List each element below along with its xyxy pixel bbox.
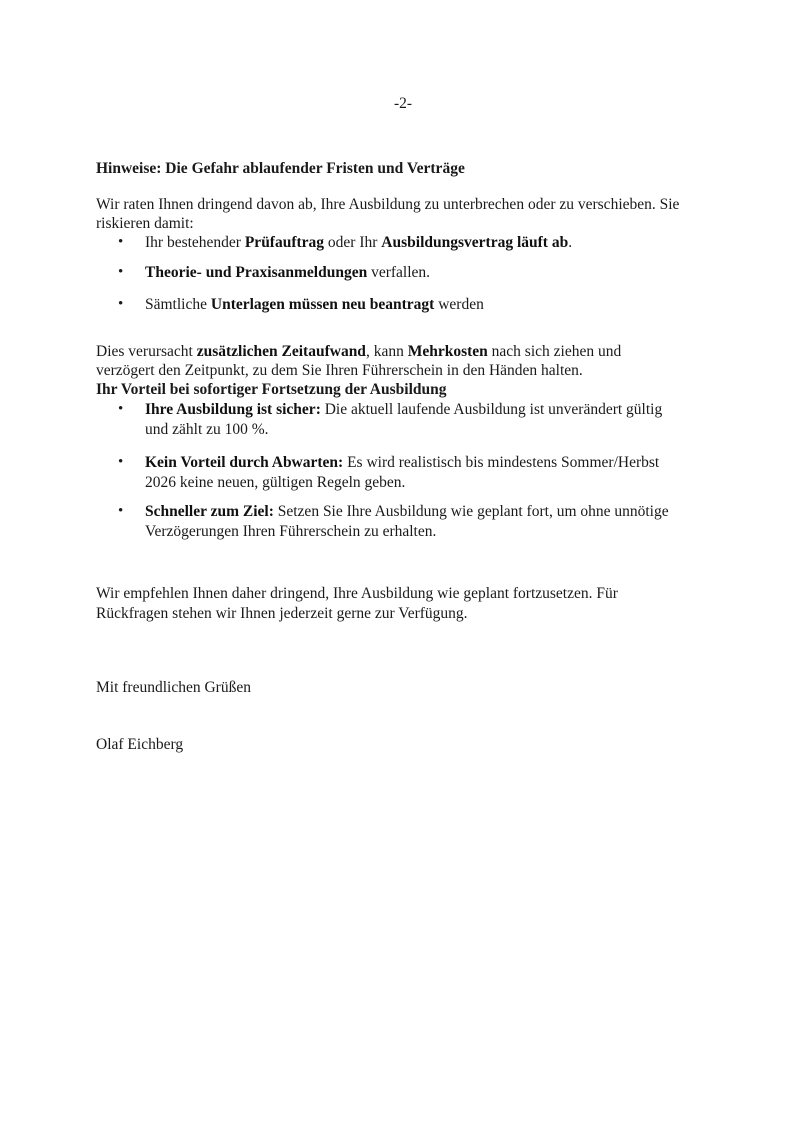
bold-run: Prüfauftrag bbox=[244, 234, 325, 251]
bullet-icon: • bbox=[118, 296, 124, 312]
list-item bbox=[0, 502, 806, 542]
bold-run: Unterlagen müssen neu beantragt bbox=[210, 296, 435, 313]
bullet-text-line-1 bbox=[145, 453, 659, 473]
list-item bbox=[0, 453, 806, 493]
text-run: Es wird realistisch bis mindestens Sommer/Herbst bbox=[343, 454, 660, 471]
text-run: nach sich ziehen und bbox=[487, 343, 622, 360]
intro-paragraph-line-2: riskieren damit: bbox=[96, 215, 194, 232]
bullet-icon: • bbox=[118, 234, 124, 250]
bold-run: Mehrkosten bbox=[407, 343, 488, 360]
bullet-text bbox=[145, 263, 430, 283]
bold-run: zusätzlichen Zeitaufwand bbox=[196, 343, 366, 360]
text-run: Sämtliche bbox=[145, 296, 211, 313]
bullet-text-line-1 bbox=[145, 400, 662, 420]
text-run: Die aktuell laufende Ausbildung ist unverändert gültig bbox=[320, 401, 663, 418]
bullet-text-line-2: und zählt zu 100 %. bbox=[145, 421, 269, 438]
list-item bbox=[0, 263, 806, 283]
list-item bbox=[0, 233, 806, 253]
text-run: Ihr bestehender bbox=[145, 234, 245, 251]
bullet-text-line-1 bbox=[145, 502, 669, 522]
greeting: Mit freundlichen Grüßen bbox=[96, 679, 251, 696]
text-run: , kann bbox=[365, 343, 408, 360]
bold-run: Ihre Ausbildung ist sicher: bbox=[145, 401, 321, 418]
consequence-paragraph-line-2: verzögert den Zeitpunkt, zu dem Sie Ihren Führerschein in den Händen halten. bbox=[96, 362, 583, 379]
text-run: oder Ihr bbox=[324, 234, 382, 251]
closing-paragraph-line-1: Wir empfehlen Ihnen daher dringend, Ihre Ausbildung wie geplant fortzusetzen. Für bbox=[96, 585, 618, 602]
page-number: -2- bbox=[393, 95, 413, 112]
bold-run: Schneller zum Ziel: bbox=[145, 503, 274, 520]
signature-name: Olaf Eichberg bbox=[96, 736, 184, 753]
text-run: werden bbox=[434, 296, 484, 313]
text-run: verfallen. bbox=[367, 264, 431, 281]
closing-paragraph-line-2: Rückfragen stehen wir Ihnen jederzeit gerne zur Verfügung. bbox=[96, 605, 468, 622]
bullet-icon: • bbox=[118, 454, 124, 470]
bold-run: Theorie- und Praxisanmeldungen bbox=[145, 264, 368, 281]
intro-paragraph-line-1: Wir raten Ihnen dringend davon ab, Ihre Ausbildung zu unterbrechen oder zu verschieben. Sie bbox=[96, 196, 680, 213]
section-heading-hinweise: Hinweise: Die Gefahr ablaufender Fristen und Verträge bbox=[96, 160, 465, 177]
list-item bbox=[0, 295, 806, 315]
bullet-text bbox=[145, 295, 484, 315]
text-run: Dies verursacht bbox=[96, 343, 197, 360]
bullet-text-line-2: 2026 keine neuen, gültigen Regeln geben. bbox=[145, 474, 406, 491]
consequence-paragraph-line-1 bbox=[96, 342, 621, 362]
bullet-icon: • bbox=[118, 264, 124, 280]
text-run: Setzen Sie Ihre Ausbildung wie geplant fort, um ohne unnötige bbox=[273, 503, 669, 520]
bullet-text bbox=[145, 233, 572, 253]
text-run: . bbox=[568, 234, 573, 251]
bold-run: Ausbildungsvertrag läuft ab bbox=[381, 234, 569, 251]
section-heading-vorteil: Ihr Vorteil bei sofortiger Fortsetzung der Ausbildung bbox=[96, 381, 447, 398]
bullet-icon: • bbox=[118, 401, 124, 417]
list-item bbox=[0, 400, 806, 440]
bullet-icon: • bbox=[118, 503, 124, 519]
bold-run: Kein Vorteil durch Abwarten: bbox=[145, 454, 344, 471]
bullet-text-line-2: Verzögerungen Ihren Führerschein zu erhalten. bbox=[145, 523, 437, 540]
